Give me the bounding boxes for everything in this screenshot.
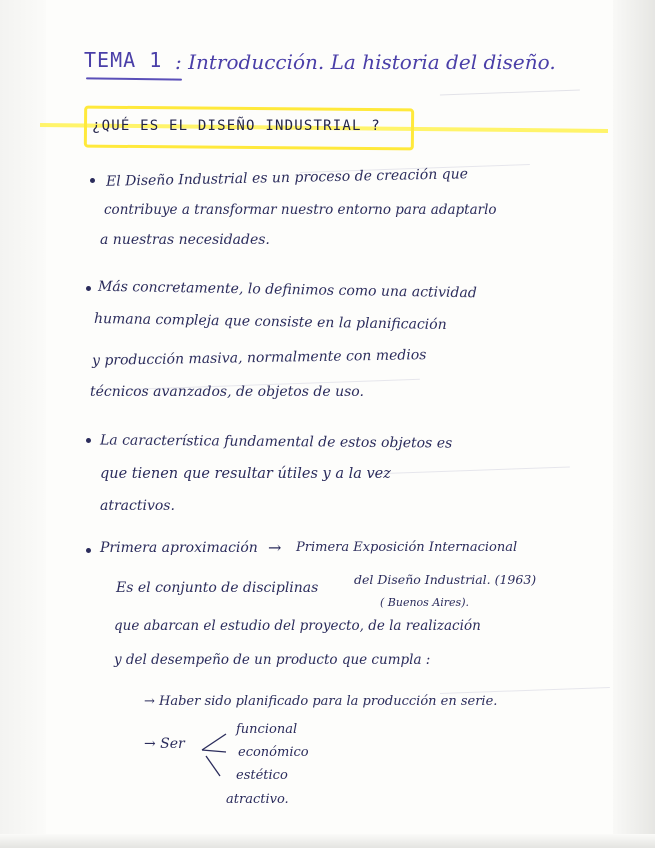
bullet-2-line-4: técnicos avanzados, de objetos de uso. (90, 384, 364, 400)
bullet-dot (90, 178, 95, 183)
source-line-2: del Diseño Industrial. (1963) (354, 572, 537, 587)
bleed-through-mark (440, 90, 580, 102)
bullet-dot (86, 548, 91, 553)
definition-line-2: que abarcan el estudio del proyecto, de la realización (114, 618, 481, 634)
bullet-3-line-3: atractivos. (100, 498, 175, 514)
definition-line-1: Es el conjunto de disciplinas (116, 580, 319, 596)
bullet-dot (86, 286, 91, 291)
quality-economic: económico (238, 745, 309, 760)
page-title: : Introducción. La historia del diseño. (175, 50, 556, 74)
topic-underline (86, 77, 182, 80)
quality-aesthetic: estético (236, 768, 288, 783)
source-place: ( Buenos Aires). (380, 596, 469, 609)
branching-lines (196, 730, 236, 790)
page-left-shadow (0, 0, 46, 848)
bullet-3-line-1: La característica fundamental de estos objetos es (99, 432, 453, 452)
bullet-2-line-1: Más concretamente, lo definimos como una actividad (97, 278, 477, 302)
bullet-3-line-2: que tienen que resultar útiles y a la vez (100, 466, 391, 482)
bullet-2-line-3: y producción masiva, normalmente con medios (91, 347, 427, 369)
topic-number: TEMA 1 (84, 48, 163, 72)
source-line-1: Primera Exposición Internacional (296, 540, 518, 555)
page-bottom-edge (0, 834, 655, 848)
definition-line-3: y del desempeño de un producto que cumpla : (114, 652, 431, 668)
section-question: ¿QUÉ ES EL DISEÑO INDUSTRIAL ? (92, 118, 381, 134)
page-right-shadow (613, 0, 655, 848)
requirement-planned: → Haber sido planificado para la producción en serie. (144, 694, 498, 709)
bleed-through-mark (370, 467, 570, 481)
quality-functional: funcional (236, 722, 298, 737)
bullet-1-line-3: a nuestras necesidades. (100, 232, 270, 248)
requirement-be: → Ser (144, 736, 185, 752)
bullet-2-line-2: humana compleja que consiste en la planificación (93, 310, 447, 334)
bullet-1-line-1: El Diseño Industrial es un proceso de creación que (105, 166, 469, 190)
arrow-right-icon: → (268, 538, 282, 557)
first-approach-label: Primera aproximación (100, 540, 258, 556)
bullet-1-line-2: contribuye a transformar nuestro entorno para adaptarlo (104, 202, 497, 218)
bullet-dot (86, 438, 91, 443)
quality-attractive: atractivo. (226, 792, 289, 807)
